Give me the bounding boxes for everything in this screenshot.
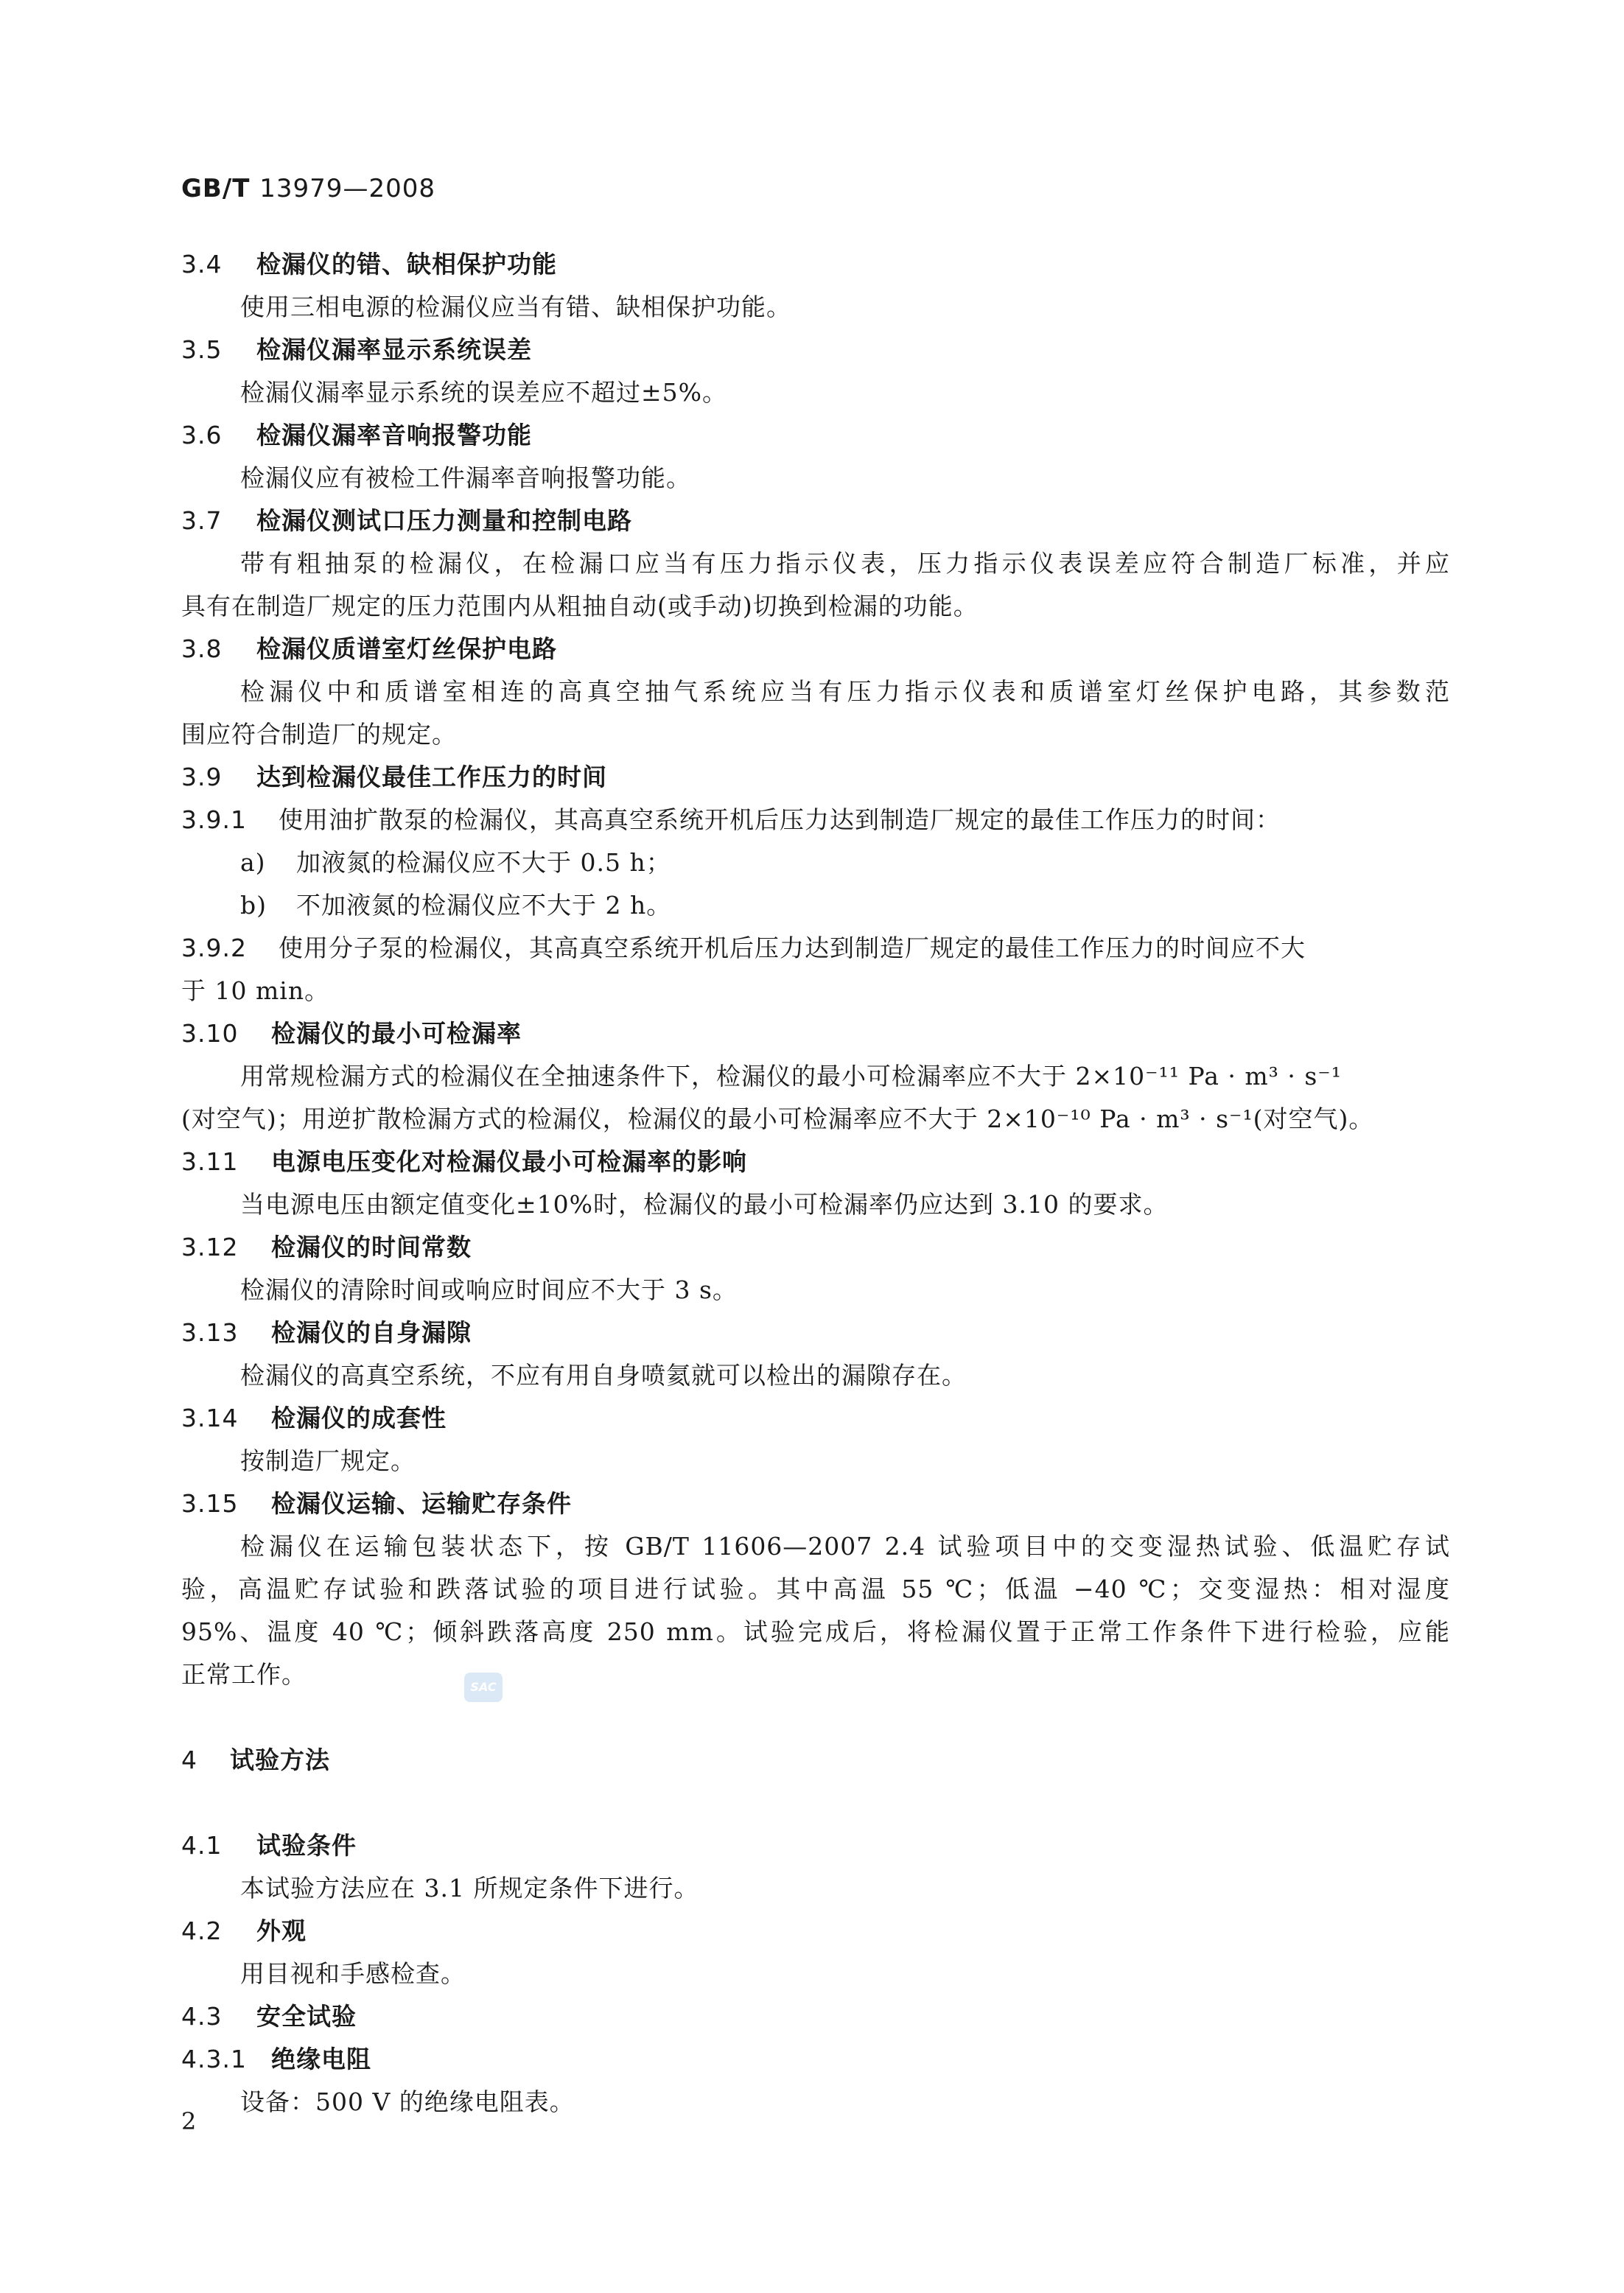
section-title: 试验条件 (256, 1831, 357, 1860)
clause-text: 使用分子泵的检漏仪，其高真空系统开机后压力达到制造厂规定的最佳工作压力的时间应不大 (279, 934, 1306, 962)
section-title: 检漏仪漏率音响报警功能 (256, 421, 532, 449)
section-heading (181, 1482, 1450, 1525)
paragraph-line: 检漏仪的清除时间或响应时间应不大于 3 s。 (240, 1275, 738, 1304)
section-heading (181, 329, 1450, 371)
section-number: 3.4 (181, 250, 223, 279)
section-number: 3.10 (181, 1019, 239, 1048)
section-number: 3.15 (181, 1489, 239, 1518)
section-title: 检漏仪测试口压力测量和控制电路 (256, 506, 632, 535)
section-title: 检漏仪的错、缺相保护功能 (256, 250, 557, 279)
section-heading (181, 2038, 1450, 2081)
section-number: 3.5 (181, 335, 223, 364)
section-title: 检漏仪的自身漏隙 (271, 1318, 472, 1347)
list-item-text: 不加液氮的检漏仪应不大于 2 h。 (296, 891, 672, 920)
section-heading (181, 628, 1450, 671)
paragraph-line: 具有在制造厂规定的压力范围内从粗抽自动(或手动)切换到检漏的功能。 (181, 592, 979, 620)
section-number: 4.3.1 (181, 2045, 247, 2073)
section-heading (181, 1995, 1450, 2038)
standard-number: 13979—2008 (259, 174, 435, 203)
standard-code: GB/T (181, 174, 251, 203)
spacer (181, 1696, 1450, 1739)
spacer (181, 1782, 1450, 1824)
section-title: 安全试验 (256, 2002, 357, 2031)
section-heading (181, 1910, 1450, 1953)
clause-number: 3.9.1 (181, 805, 247, 834)
paragraph-line: 本试验方法应在 3.1 所规定条件下进行。 (240, 1874, 699, 1902)
clause-paragraph (181, 927, 1450, 970)
clause-text: 使用油扩散泵的检漏仪，其高真空系统开机后压力达到制造厂规定的最佳工作压力的时间： (279, 805, 1281, 834)
section-number: 3.13 (181, 1318, 239, 1347)
paragraph-line: 检漏仪中和质谱室相连的高真空抽气系统应当有压力指示仪表和质谱室灯丝保护电路，其参数范 (240, 677, 1450, 706)
section-number: 3.12 (181, 1233, 239, 1261)
section-heading (181, 1397, 1450, 1440)
paragraph-line: 验，高温贮存试验和跌落试验的项目进行试验。其中高温 55 ℃；低温 −40 ℃；交变湿热：相对湿度 (181, 1575, 1450, 1603)
paragraph-line: 检漏仪的高真空系统，不应有用自身喷氦就可以检出的漏隙存在。 (240, 1361, 967, 1390)
section-title: 检漏仪的最小可检漏率 (271, 1019, 522, 1048)
paragraph-line: 围应符合制造厂的规定。 (181, 720, 457, 749)
list-item-text: 加液氮的检漏仪应不大于 0.5 h； (296, 848, 671, 877)
document-body (181, 243, 1450, 2124)
section-title: 外观 (256, 1916, 307, 1945)
section-heading (181, 1226, 1450, 1269)
section-number: 3.6 (181, 421, 223, 449)
section-title: 检漏仪漏率显示系统误差 (256, 335, 532, 364)
list-item-label: a) (240, 848, 266, 877)
section-number: 3.8 (181, 634, 223, 663)
section-number: 3.14 (181, 1404, 239, 1432)
paragraph-line: 于 10 min。 (181, 976, 330, 1005)
list-item-label: b) (240, 891, 267, 920)
document-header (181, 174, 435, 203)
paragraph-line: 用目视和手感检查。 (240, 1959, 466, 1988)
list-item (181, 841, 1450, 884)
section-title: 检漏仪运输、运输贮存条件 (271, 1489, 572, 1518)
page-number: 2 (181, 2107, 197, 2135)
section-title: 检漏仪的时间常数 (271, 1233, 472, 1261)
section-number: 3.9 (181, 763, 223, 791)
paragraph-line: 用常规检漏方式的检漏仪在全抽速条件下，检漏仪的最小可检漏率应不大于 2×10⁻¹¹ Pa · m³ · s⁻¹ (240, 1062, 1342, 1091)
sac-watermark: SAC (464, 1673, 503, 1702)
section-title: 绝缘电阻 (271, 2045, 371, 2073)
clause-number: 3.9.2 (181, 934, 247, 962)
paragraph-line: 当电源电压由额定值变化±10%时，检漏仪的最小可检漏率仍应达到 3.10 的要求。 (240, 1190, 1169, 1219)
paragraph-line: 检漏仪应有被检工件漏率音响报警功能。 (240, 463, 691, 492)
paragraph-line: (对空气)；用逆扩散检漏方式的检漏仪，检漏仪的最小可检漏率应不大于 2×10⁻¹⁰ Pa · m³ · s⁻¹(对空气)。 (181, 1105, 1374, 1133)
paragraph-line: 设备：500 V 的绝缘电阻表。 (240, 2087, 575, 2116)
section-title: 达到检漏仪最佳工作压力的时间 (256, 763, 607, 791)
paragraph-line: 带有粗抽泵的检漏仪，在检漏口应当有压力指示仪表，压力指示仪表误差应符合制造厂标准，并应 (240, 549, 1450, 578)
section-title: 试验方法 (230, 1746, 330, 1774)
paragraph-line: 按制造厂规定。 (240, 1446, 416, 1475)
paragraph-line: 检漏仪漏率显示系统的误差应不超过±5%。 (240, 378, 728, 407)
section-heading (181, 1141, 1450, 1183)
paragraph-line: 检漏仪在运输包装状态下，按 GB/T 11606—2007 2.4 试验项目中的交变湿热试验、低温贮存试 (240, 1532, 1450, 1561)
section-heading (181, 756, 1450, 799)
section-heading (181, 1312, 1450, 1354)
paragraph-line: 95%、温度 40 ℃；倾斜跌落高度 250 mm。试验完成后，将检漏仪置于正常工作条件下进行检验，应能 (181, 1617, 1450, 1646)
list-item (181, 884, 1450, 927)
section-number: 4.1 (181, 1831, 223, 1860)
section-title: 检漏仪的成套性 (271, 1404, 447, 1432)
section-title: 电源电压变化对检漏仪最小可检漏率的影响 (271, 1147, 747, 1176)
section-number: 4.2 (181, 1916, 223, 1945)
section-number: 3.11 (181, 1147, 239, 1176)
section-heading (181, 1739, 1450, 1782)
section-heading (181, 243, 1450, 286)
section-heading (181, 414, 1450, 457)
section-title: 检漏仪质谱室灯丝保护电路 (256, 634, 557, 663)
section-heading (181, 1824, 1450, 1867)
paragraph-line: 正常工作。 (181, 1660, 307, 1689)
paragraph-line: 使用三相电源的检漏仪应当有错、缺相保护功能。 (240, 293, 791, 321)
section-number: 4.3 (181, 2002, 223, 2031)
section-heading (181, 500, 1450, 542)
section-number: 4 (181, 1746, 197, 1774)
section-number: 3.7 (181, 506, 223, 535)
clause-paragraph (181, 799, 1450, 841)
section-heading (181, 1012, 1450, 1055)
